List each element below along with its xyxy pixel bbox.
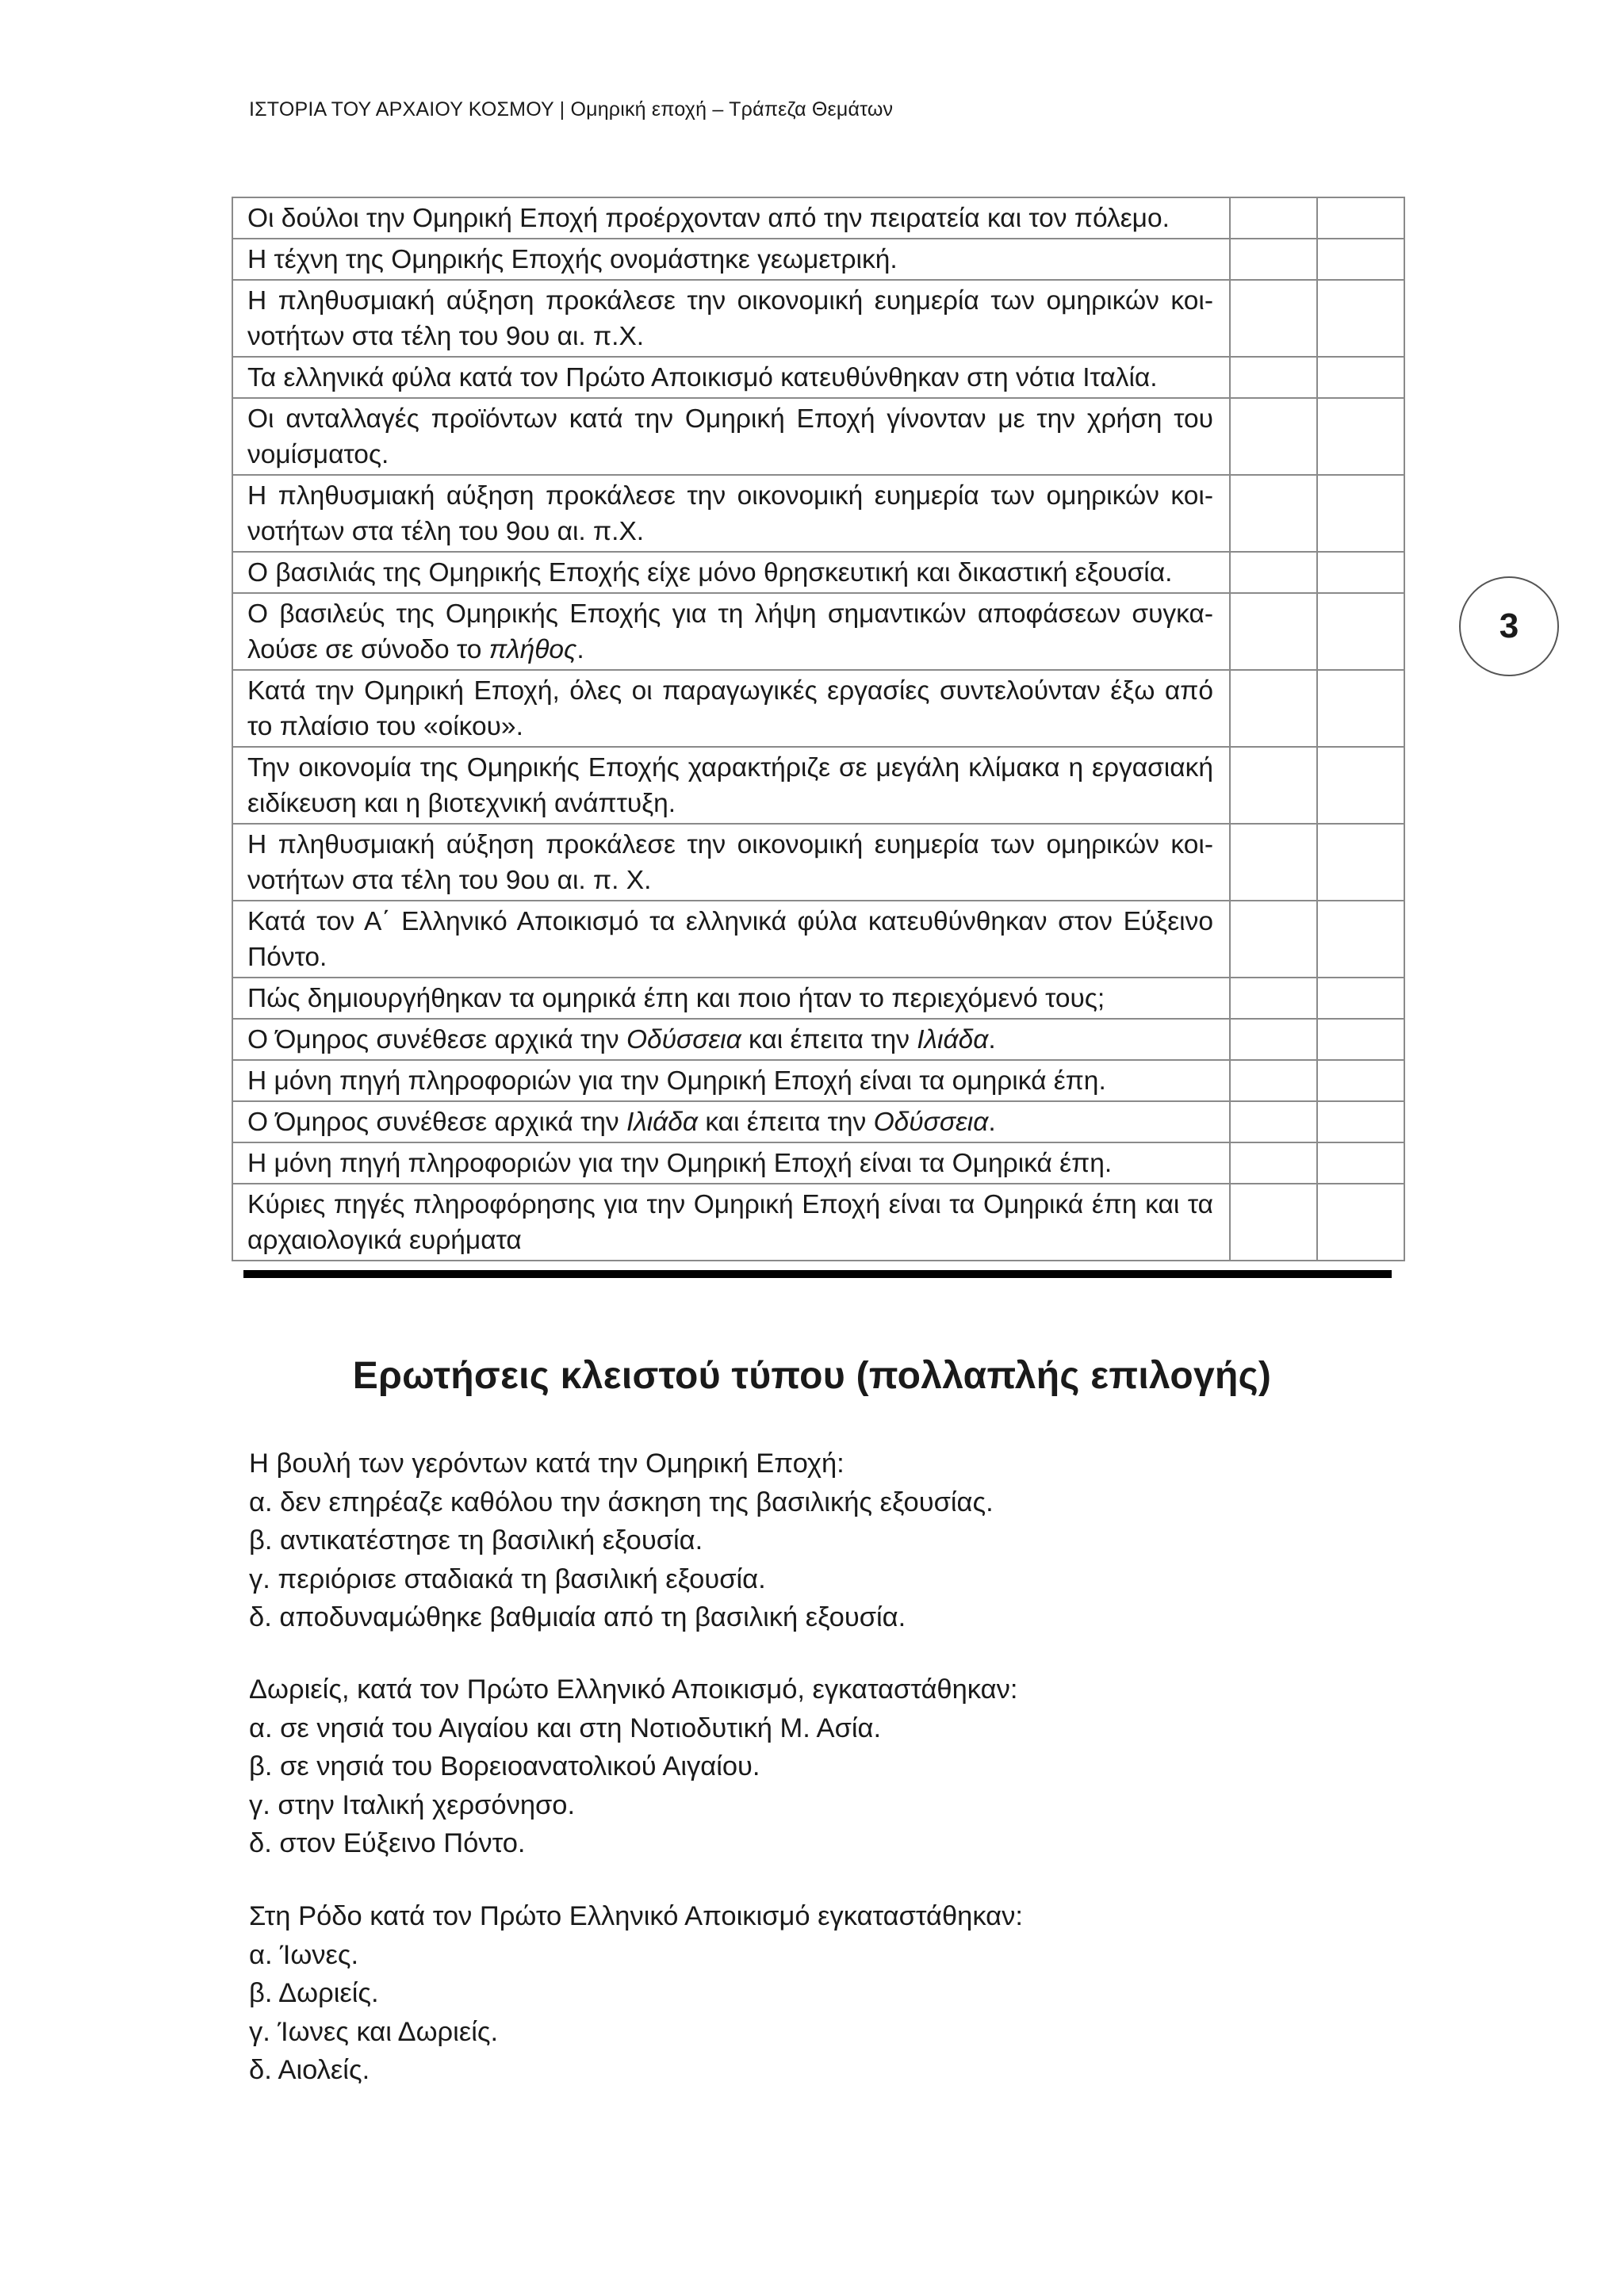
answer-option: δ. στον Εύξεινο Πόντο. — [249, 1828, 526, 1858]
running-header: ΙΣΤΟΡΙΑ ΤΟΥ ΑΡΧΑΙΟΥ ΚΟΣΜΟΥ | Ομηρική εποχή – Τράπεζα Θεμάτων — [249, 98, 894, 121]
statement-text — [232, 552, 1230, 593]
answer-cell-true[interactable] — [1230, 239, 1317, 280]
answer-option: β. Δωριείς. — [249, 1978, 379, 2008]
statement-segment: Κατά την Ομηρική Εποχή, όλες οι παραγωγικές εργασίες συντελούνταν έξω από το πλαίσιο του «οίκου». — [247, 676, 1213, 741]
statement-text — [232, 824, 1230, 901]
statement-text — [232, 901, 1230, 978]
answer-cell-true[interactable] — [1230, 901, 1317, 978]
statement-segment: Η πληθυσμιακή αύξηση προκάλεσε την οικονομική ευημερία των ομηρικών κοι-νοτήτων στα τέλη του 9ου αι. π.Χ. — [247, 481, 1213, 546]
answer-cell-true[interactable] — [1230, 1184, 1317, 1261]
statement-row — [232, 1019, 1404, 1060]
answer-option: α. Ίωνες. — [249, 1939, 359, 1970]
answer-cell-true[interactable] — [1230, 1060, 1317, 1101]
answer-cell-false[interactable] — [1317, 670, 1404, 747]
question-stem: Η βουλή των γερόντων κατά την Ομηρική Εποχή: — [249, 1448, 845, 1479]
answer-option: β. αντικατέστησε τη βασιλική εξουσία. — [249, 1525, 703, 1556]
answer-cell-true[interactable] — [1230, 978, 1317, 1019]
statement-segment: . — [988, 1108, 996, 1137]
statement-row — [232, 824, 1404, 901]
statement-text — [232, 670, 1230, 747]
statement-segment: Ο Όμηρος συνέθεσε αρχικά την — [247, 1025, 626, 1054]
statement-row — [232, 1184, 1404, 1261]
statement-segment: Οι ανταλλαγές προϊόντων κατά την Ομηρική Εποχή γίνονταν με την χρήση του νομίσματος. — [247, 404, 1213, 469]
statement-segment: Κατά τον Α΄ Ελληνικό Αποικισμό τα ελληνικά φύλα κατευθύνθηκαν στον Εύξεινο Πόντο. — [247, 907, 1213, 972]
statement-text — [232, 398, 1230, 475]
answer-cell-false[interactable] — [1317, 280, 1404, 357]
statement-row — [232, 239, 1404, 280]
italic-title: πλήθος — [488, 635, 577, 664]
statement-row — [232, 747, 1404, 824]
answer-cell-false[interactable] — [1317, 197, 1404, 239]
statement-segment: Η μόνη πηγή πληροφοριών για την Ομηρική Εποχή είναι τα ομηρικά έπη. — [247, 1066, 1106, 1096]
question-stem: Στη Ρόδο κατά τον Πρώτο Ελληνικό Αποικισμό εγκαταστάθηκαν: — [249, 1901, 1023, 1931]
statement-row — [232, 593, 1404, 670]
statement-text — [232, 197, 1230, 239]
statement-segment: Η πληθυσμιακή αύξηση προκάλεσε την οικονομική ευημερία των ομηρικών κοι-νοτήτων στα τέλη του 9ου αι. π.Χ. — [247, 286, 1213, 351]
statement-segment: Η τέχνη της Ομηρικής Εποχής ονομάστηκε γεωμετρική. — [247, 245, 898, 274]
statement-text — [232, 280, 1230, 357]
statement-segment: Η πληθυσμιακή αύξηση προκάλεσε την οικονομική ευημερία των ομηρικών κοι-νοτήτων στα τέλη του 9ου αι. π. Χ. — [247, 830, 1213, 895]
statement-row — [232, 1101, 1404, 1142]
statement-text — [232, 239, 1230, 280]
statement-row — [232, 670, 1404, 747]
answer-cell-true[interactable] — [1230, 670, 1317, 747]
answer-cell-false[interactable] — [1317, 357, 1404, 398]
question-block — [249, 1445, 994, 1637]
answer-cell-true[interactable] — [1230, 1019, 1317, 1060]
answer-option: α. δεν επηρέαζε καθόλου την άσκηση της βασιλικής εξουσίας. — [249, 1487, 994, 1517]
answer-cell-false[interactable] — [1317, 901, 1404, 978]
answer-option: δ. Αιολείς. — [249, 2055, 370, 2085]
answer-cell-false[interactable] — [1317, 593, 1404, 670]
statement-text — [232, 1142, 1230, 1184]
statement-segment: . — [988, 1025, 996, 1054]
statement-segment: Οι δούλοι την Ομηρική Εποχή προέρχονταν από την πειρατεία και τον πόλεμο. — [247, 204, 1170, 233]
answer-cell-false[interactable] — [1317, 824, 1404, 901]
statement-segment: Ο Όμηρος συνέθεσε αρχικά την — [247, 1108, 626, 1137]
answer-cell-false[interactable] — [1317, 747, 1404, 824]
answer-cell-true[interactable] — [1230, 357, 1317, 398]
answer-cell-false[interactable] — [1317, 475, 1404, 552]
question-block — [249, 1897, 1023, 2090]
statement-segment: Τα ελληνικά φύλα κατά τον Πρώτο Αποικισμό κατευθύνθηκαν στη νότια Ιταλία. — [247, 363, 1158, 392]
statement-row — [232, 280, 1404, 357]
answer-cell-true[interactable] — [1230, 593, 1317, 670]
answer-cell-true[interactable] — [1230, 475, 1317, 552]
italic-title: Οδύσσεια — [873, 1108, 989, 1137]
section-heading: Ερωτήσεις κλειστού τύπου (πολλαπλής επιλογής) — [352, 1355, 1272, 1397]
statement-segment: Την οικονομία της Ομηρικής Εποχής χαρακτήριζε σε μεγάλη κλίμακα η εργασιακή ειδίκευση και η βιοτεχνική ανάπτυξη. — [247, 753, 1213, 818]
statement-text — [232, 475, 1230, 552]
statement-segment: Η μόνη πηγή πληροφοριών για την Ομηρική Εποχή είναι τα Ομηρικά έπη. — [247, 1149, 1113, 1178]
answer-cell-true[interactable] — [1230, 280, 1317, 357]
statement-row — [232, 552, 1404, 593]
question-stem: Δωριείς, κατά τον Πρώτο Ελληνικό Αποικισμό, εγκαταστάθηκαν: — [249, 1674, 1018, 1705]
answer-cell-false[interactable] — [1317, 1142, 1404, 1184]
answer-option: γ. στην Ιταλική χερσόνησο. — [249, 1789, 576, 1820]
italic-title: Ιλιάδα — [917, 1025, 989, 1054]
answer-cell-true[interactable] — [1230, 824, 1317, 901]
answer-cell-true[interactable] — [1230, 552, 1317, 593]
statement-segment: Ο βασιλιάς της Ομηρικής Εποχής είχε μόνο θρησκευτική και δικαστική εξουσία. — [247, 558, 1173, 587]
statement-text — [232, 357, 1230, 398]
answer-cell-true[interactable] — [1230, 1142, 1317, 1184]
statement-row — [232, 475, 1404, 552]
answer-option: β. σε νησιά του Βορειοανατολικού Αιγαίου. — [249, 1751, 760, 1781]
statement-segment: Κύριες πηγές πληροφόρησης για την Ομηρική Εποχή είναι τα Ομηρικά έπη και τα αρχαιολογικά ευρήματα — [247, 1190, 1213, 1255]
answer-option: δ. αποδυναμώθηκε βαθμιαία από τη βασιλική εξουσία. — [249, 1602, 906, 1632]
statement-row — [232, 357, 1404, 398]
question-block — [249, 1670, 1017, 1863]
answer-cell-false[interactable] — [1317, 239, 1404, 280]
statement-row — [232, 978, 1404, 1019]
answer-option: α. σε νησιά του Αιγαίου και στη Νοτιοδυτική Μ. Ασία. — [249, 1712, 882, 1743]
statement-text — [232, 1060, 1230, 1101]
answer-option: γ. Ίωνες και Δωριείς. — [249, 2016, 499, 2047]
statement-text — [232, 593, 1230, 670]
statement-segment: και έπειτα την — [741, 1025, 917, 1054]
answer-option: γ. περιόρισε σταδιακά τη βασιλική εξουσία. — [249, 1563, 766, 1594]
section-divider — [243, 1270, 1392, 1278]
italic-title: Οδύσσεια — [626, 1025, 741, 1054]
answer-cell-true[interactable] — [1230, 398, 1317, 475]
statement-row — [232, 398, 1404, 475]
statement-text — [232, 747, 1230, 824]
answer-cell-false[interactable] — [1317, 978, 1404, 1019]
page-number-badge: 3 — [1459, 576, 1559, 676]
statement-row — [232, 901, 1404, 978]
statement-segment: Ο βασιλεύς της Ομηρικής Εποχής για τη λήψη σημαντικών αποφάσεων συγκα-λούσε σε σύνοδο το — [247, 599, 1213, 664]
statement-text — [232, 978, 1230, 1019]
answer-cell-false[interactable] — [1317, 1060, 1404, 1101]
statement-row — [232, 1060, 1404, 1101]
answer-cell-false[interactable] — [1317, 1019, 1404, 1060]
statement-text — [232, 1101, 1230, 1142]
answer-cell-true[interactable] — [1230, 747, 1317, 824]
statement-text — [232, 1019, 1230, 1060]
answer-cell-false[interactable] — [1317, 398, 1404, 475]
answer-cell-false[interactable] — [1317, 1184, 1404, 1261]
statement-segment: και έπειτα την — [698, 1108, 874, 1137]
italic-title: Ιλιάδα — [626, 1108, 699, 1137]
answer-cell-true[interactable] — [1230, 1101, 1317, 1142]
statement-text — [232, 1184, 1230, 1261]
answer-cell-true[interactable] — [1230, 197, 1317, 239]
statement-segment: Πώς δημιουργήθηκαν τα ομηρικά έπη και ποιο ήταν το περιεχόμενό τους; — [247, 984, 1105, 1013]
statement-row — [232, 1142, 1404, 1184]
answer-cell-false[interactable] — [1317, 552, 1404, 593]
true-false-statements-table — [232, 197, 1405, 1261]
statement-row — [232, 197, 1404, 239]
statement-segment: . — [576, 635, 584, 664]
answer-cell-false[interactable] — [1317, 1101, 1404, 1142]
